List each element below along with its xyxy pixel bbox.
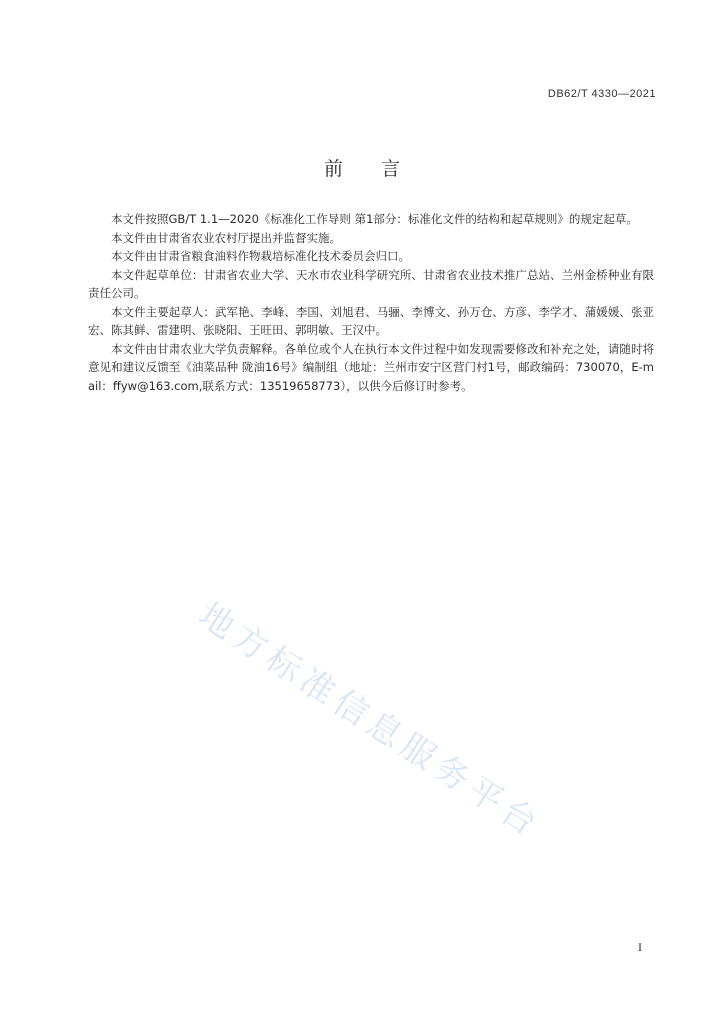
paragraph-proposer: 本文件由甘肃省农业农村厅提出并监督实施。 [111,230,341,245]
document-code: DB62/T 4330—2021 [547,88,656,100]
paragraph-drafters: 本文件主要起草人：武军艳、李峰、李国、刘旭君、马骊、李博文、孙万仓、方彦、李学才、蒲媛媛、张亚宏、陈其鲜、雷建明、张晓阳、王旺田、郭明敏、王汉中。 [88,304,654,337]
paragraph-centralized-unit: 本文件由甘肃省粮食油料作物栽培标准化技术委员会归口。 [111,249,410,263]
paragraph-drafting-basis: 本文件按照GB/T 1.1—2020《标准化工作导则 第1部分：标准化文件的结构和起草规则》的规定起草。 [111,212,638,226]
paragraph-interpretation-feedback: 本文件由甘肃农业大学负责解释。各单位或个人在执行本文件过程中如发现需要修改和补充之处，请随时将意见和建议反馈至《油菜品种 陇油16号》编制组（地址：兰州市安宁区营门村1号，邮政编码：730070，E-mail：ffyw@163.com,联系方式：13519658773），以供今后修订时参考。 [88,341,654,393]
page-title: 前言 [323,158,438,180]
paragraph-drafting-units: 本文件起草单位：甘肃省农业大学、天水市农业科学研究所、甘肃省农业技术推广总站、兰州金桥种业有限责任公司。 [88,267,654,300]
page-number: I [638,940,642,954]
watermark: 地方标准信息服务平台 [191,595,549,847]
foreword-body [88,210,654,395]
